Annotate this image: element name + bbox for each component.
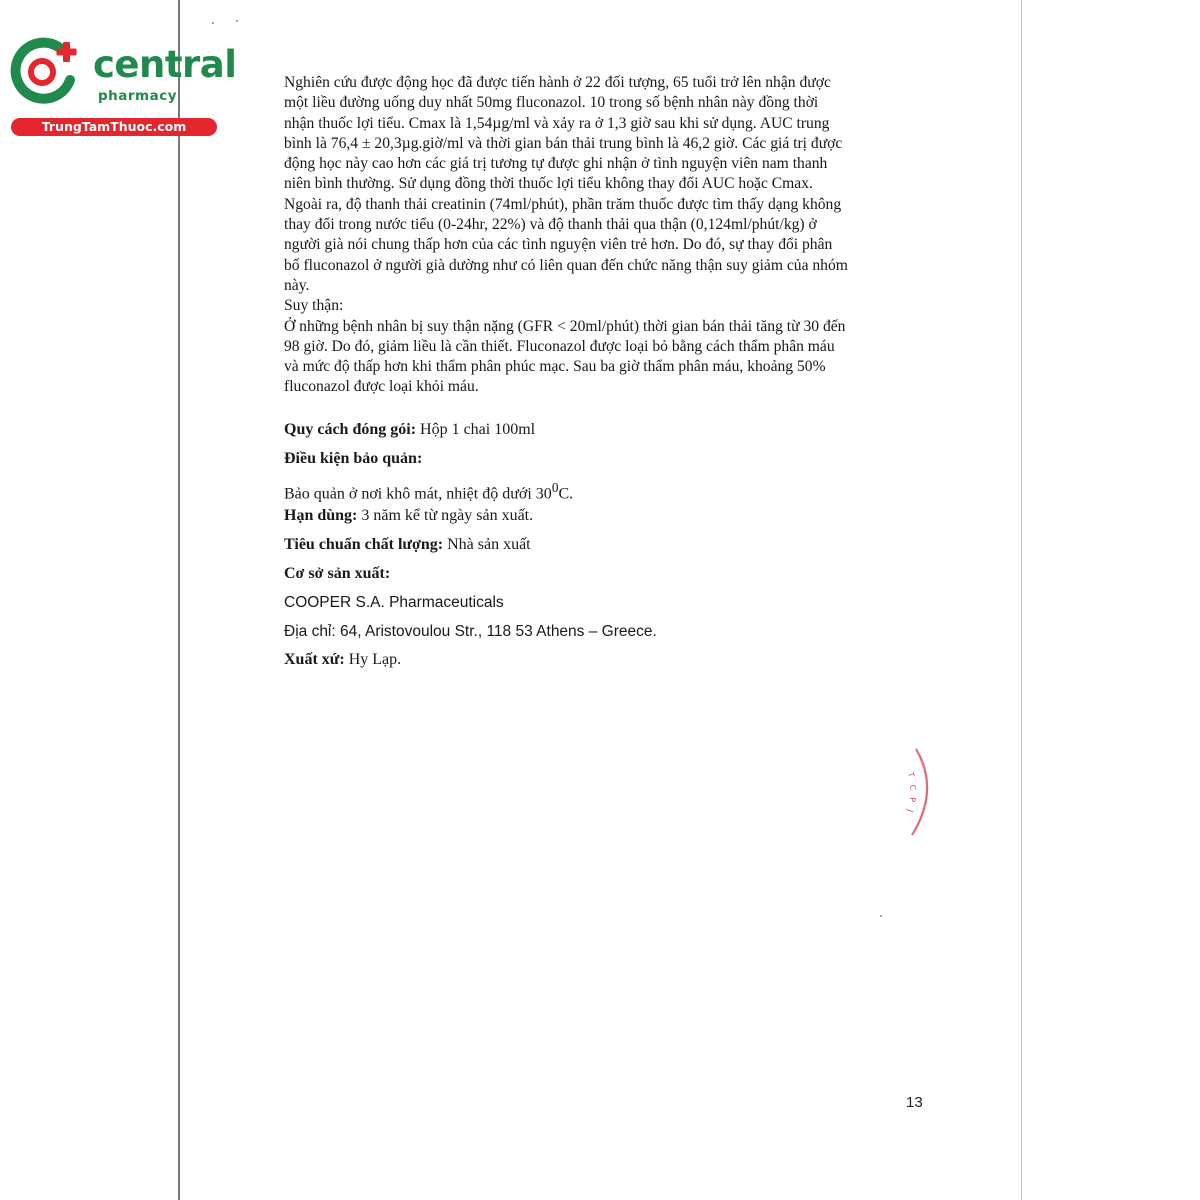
packaging-label: Quy cách đóng gói: xyxy=(284,421,417,438)
text-line: 98 giờ. Do đó, giảm liều là cần thiết. Fluconazol được loại bỏ bằng cách thẩm phân máu xyxy=(284,337,835,355)
expiry-row xyxy=(284,506,930,535)
text-line: fluconazol được loại khỏi máu. xyxy=(284,378,479,396)
manufacturer-heading-row xyxy=(284,564,930,593)
brand-name: central xyxy=(93,43,237,86)
text-line: bình là 76,4 ± 20,3µg.giờ/ml và thời gian bán thải trung bình là 46,2 giờ. Các giá trị được xyxy=(284,134,843,152)
packaging-value: Hộp 1 chai 100ml xyxy=(420,421,536,438)
text-line: bố fluconazol ở người già dường như có liên quan đến chức năng thận suy giảm của nhóm xyxy=(284,256,848,274)
elderly-pharmacokinetics-paragraph xyxy=(284,73,930,296)
central-pharmacy-logo-icon xyxy=(8,36,90,108)
text-line: Ở những bệnh nhân bị suy thận nặng (GFR < 20ml/phút) thời gian bán thải tăng từ 30 đến xyxy=(284,317,846,335)
product-info xyxy=(284,420,930,679)
svg-text:T: T xyxy=(906,771,917,779)
storage-degree: 0 xyxy=(551,479,559,495)
text-line: thay đổi trong nước tiểu (0-24hr, 22%) và độ thanh thải qua thận (0,124ml/phút/kg) ở xyxy=(284,216,817,234)
svg-text:C: C xyxy=(908,784,918,791)
storage-label: Điều kiện bảo quản: xyxy=(284,449,423,467)
text-line: niên bình thường. Sử dụng đồng thời thuốc lợi tiểu không thay đổi AUC hoặc Cmax. xyxy=(284,175,813,193)
partial-red-stamp xyxy=(890,745,940,840)
storage-text: Bảo quản ở nơi khô mát, nhiệt độ dưới 30 xyxy=(284,484,552,502)
scan-speck xyxy=(236,20,238,22)
renal-impairment-paragraph xyxy=(284,317,930,398)
origin-row xyxy=(284,650,930,679)
svg-text:P: P xyxy=(907,796,917,803)
quality-standard-row xyxy=(284,535,930,564)
document-body xyxy=(284,73,930,398)
storage-text-row xyxy=(284,478,930,507)
brand-url: TrungTamThuoc.com xyxy=(11,118,217,136)
text-line: Nghiên cứu được động học đã được tiến hành ở 22 đối tượng, 65 tuổi trở lên nhận được xyxy=(284,74,831,91)
manufacturer-address: Địa chỉ: 64, Aristovoulou Str., 118 53 Athens – Greece. xyxy=(284,622,657,640)
expiry-label: Hạn dùng: xyxy=(284,507,358,525)
page-left-edge xyxy=(178,0,180,1200)
scan-speck xyxy=(212,22,214,24)
text-line: một liều đường uống duy nhất 50mg fluconazol. 10 trong số bệnh nhân này đồng thời xyxy=(284,94,819,112)
text-line: và mức độ thấp hơn khi thẩm phân phúc mạc. Sau ba giờ thẩm phân máu, khoảng 50% xyxy=(284,358,826,376)
expiry-value: 3 năm kể từ ngày sản xuất. xyxy=(361,507,534,525)
text-line: nhận thuốc lợi tiểu. Cmax là 1,54µg/ml và xảy ra ở 1,3 giờ sau khi sử dụng. AUC trung xyxy=(284,114,830,132)
svg-text:J: J xyxy=(905,808,915,814)
packaging-row xyxy=(284,420,930,449)
text-line: này. xyxy=(284,276,310,294)
quality-standard-value: Nhà sản xuất xyxy=(447,536,531,554)
text-line: động học này cao hơn các giá trị tương tự được ghi nhận ở tình nguyện viên nam thanh xyxy=(284,155,828,173)
brand-subtitle: pharmacy xyxy=(98,88,178,104)
manufacturer-name: COOPER S.A. Pharmaceuticals xyxy=(284,593,504,611)
text-line: người già nói chung thấp hơn của các tình nguyện viên trẻ hơn. Do đó, sự thay đổi phân xyxy=(284,236,833,254)
page-right-edge xyxy=(1021,0,1022,1200)
text-line: Ngoài ra, độ thanh thải creatinin (74ml/phút), phần trăm thuốc được tìm thấy dạng không xyxy=(284,195,842,213)
scan-speck xyxy=(880,915,882,917)
origin-label: Xuất xứ: xyxy=(284,651,345,669)
pharmacy-logo xyxy=(8,36,237,136)
quality-standard-label: Tiêu chuẩn chất lượng: xyxy=(284,536,444,554)
storage-unit: C. xyxy=(558,484,574,502)
manufacturer-label: Cơ sở sản xuất: xyxy=(284,564,391,582)
renal-impairment-heading: Suy thận: xyxy=(284,297,344,315)
origin-value: Hy Lạp. xyxy=(348,651,402,669)
page-number: 13 xyxy=(906,1094,923,1111)
storage-heading-row xyxy=(284,449,930,478)
